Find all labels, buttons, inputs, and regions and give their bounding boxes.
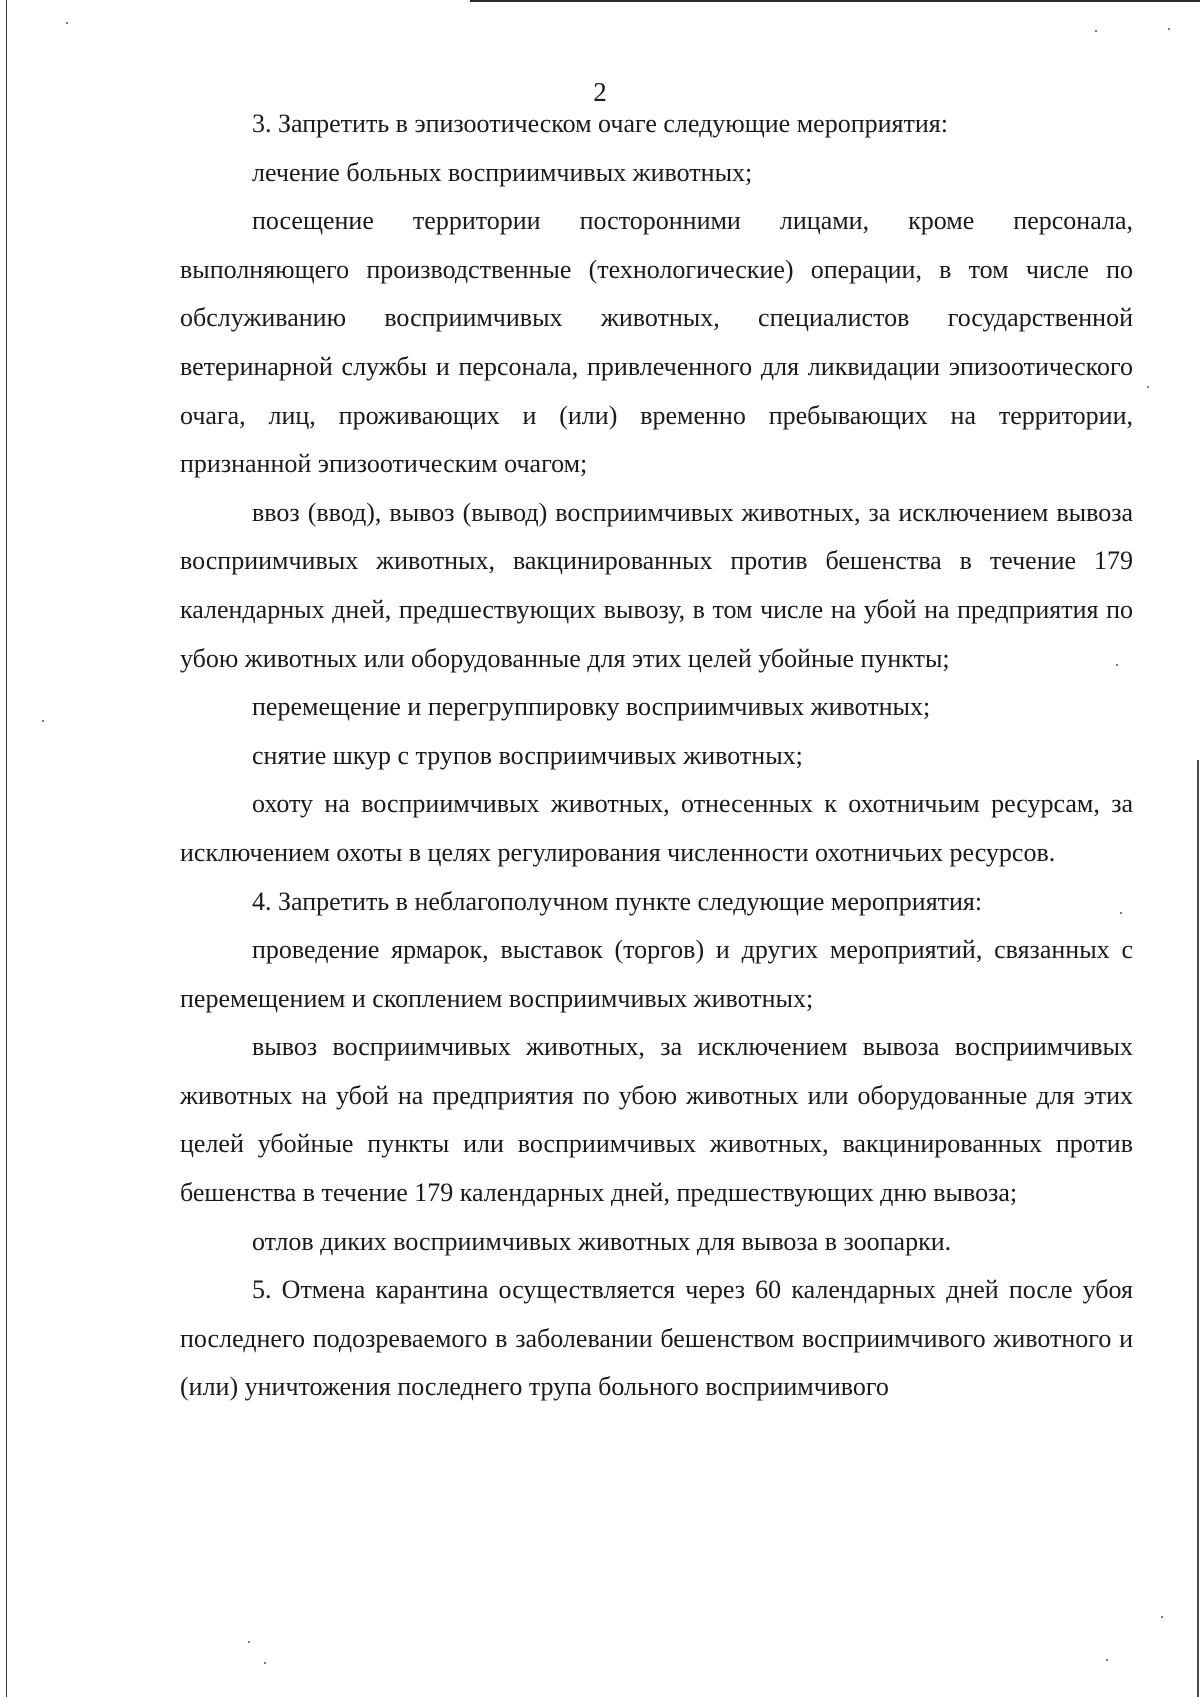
paragraph: проведение ярмарок, выставок (торгов) и других мероприятий, связанных с перемещением и скоплением восприимчивых животных;	[180, 935, 1133, 1013]
scan-speck	[1147, 386, 1149, 388]
scan-speck	[1106, 1659, 1108, 1661]
paragraph: 3. Запретить в эпизоотическом очаге следующие мероприятия:	[252, 109, 948, 138]
paragraph: охоту на восприимчивых животных, отнесенных к охотничьим ресурсам, за исключением охоты в целях регулирования численности охотничьих ресурсов.	[180, 789, 1133, 867]
document-body	[180, 100, 1133, 1412]
scan-speck	[248, 1641, 250, 1643]
scan-edge-right	[1197, 760, 1199, 1697]
scan-speck	[1095, 30, 1097, 32]
page-number: 2	[593, 77, 607, 107]
paragraph: снятие шкур с трупов восприимчивых животных;	[252, 740, 803, 770]
scan-edge-left	[6, 0, 7, 1697]
paragraph: отлов диких восприимчивых животных для вывоза в зоопарки.	[252, 1226, 952, 1256]
paragraph: 5. Отмена карантина осуществляется через 60 календарных дней после убоя последнего подозреваемого в заболевании бешенством восприимчивого животного и (или) уничтожения последнего трупа больного восприимчивого	[180, 1275, 1133, 1402]
paragraph: лечение больных восприимчивых животных;	[252, 157, 753, 187]
scan-edge-top	[470, 0, 1200, 2]
paragraph: перемещение и перегруппировку восприимчивых животных;	[252, 692, 931, 722]
scan-speck	[264, 1662, 266, 1664]
scan-speck	[42, 720, 44, 722]
scan-speck	[1168, 28, 1170, 30]
scan-speck	[66, 22, 68, 24]
paragraph: ввоз (ввод), вывоз (вывод) восприимчивых животных, за исключением вывоза восприимчивых животных, вакцинированных против бешенства в течение 179 календарных дней, предшествующих вывозу, в том числе на убой на предприятия по убою животных или оборудованные для этих целей убойные пункты;	[180, 497, 1133, 673]
paragraph: посещение территории посторонними лицами, кроме персонала, выполняющего производственные (технологические) операции, в том числе по обслуживанию восприимчивых животных, специалистов государственной ветеринарной службы и персонала, привлеченного для ликвидации эпизоотического очага, лиц, проживающих и (или) временно пребывающих на территории, признанной эпизоотическим очагом;	[180, 206, 1133, 479]
paragraph: вывоз восприимчивых животных, за исключением вывоза восприимчивых животных на убой на предприятия по убою животных или оборудованные для этих целей убойные пункты или восприимчивых животных, вакцинированных против бешенства в течение 179 календарных дней, предшествующих дню вывоза;	[180, 1032, 1133, 1208]
paragraph: 4. Запретить в неблагополучном пункте следующие мероприятия:	[252, 886, 983, 916]
scan-speck	[1161, 1616, 1163, 1618]
